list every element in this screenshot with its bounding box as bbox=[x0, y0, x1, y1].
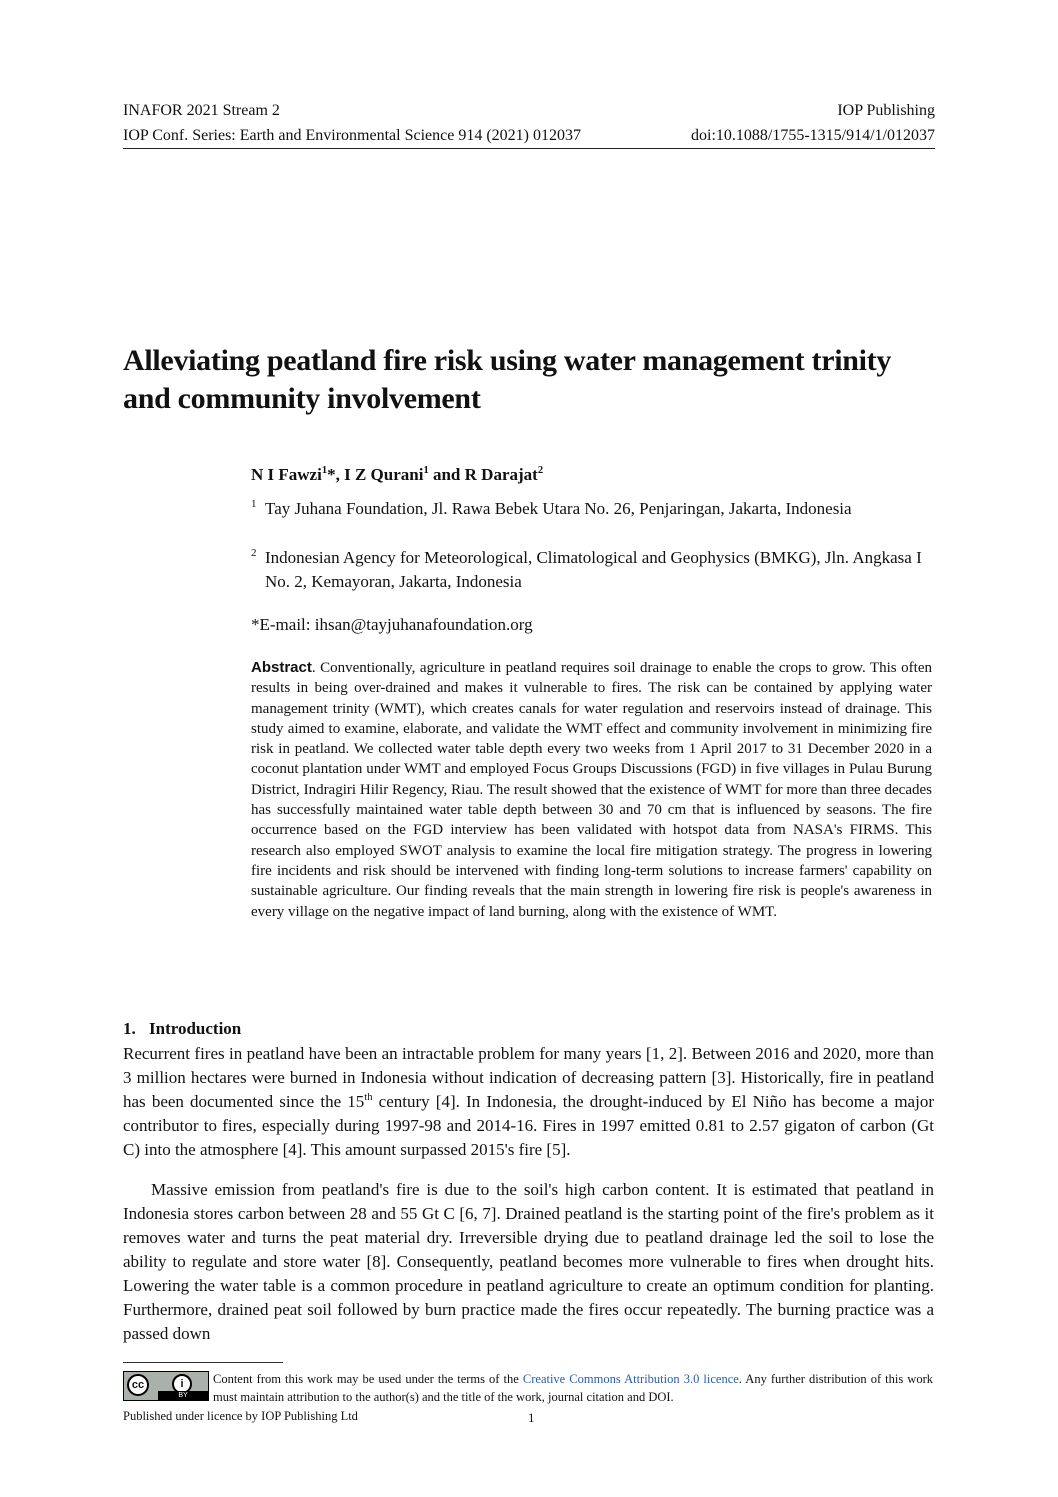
author-affiliation-mark: 2 bbox=[537, 465, 544, 477]
corresponding-mark: * bbox=[327, 465, 336, 484]
section-heading bbox=[123, 1018, 241, 1040]
affiliation-text: Indonesian Agency for Meteorological, Climatological and Geophysics (BMKG), Jln. Angkasa I No. 2, Kemayoran, Jakarta, Indonesia bbox=[265, 548, 922, 591]
author-list bbox=[251, 464, 543, 486]
body-paragraph-1 bbox=[123, 1042, 934, 1162]
license-statement bbox=[213, 1370, 933, 1406]
page-number: 1 bbox=[528, 1410, 535, 1425]
author-separator: , bbox=[335, 465, 345, 484]
doi: doi:10.1088/1755-1315/914/1/012037 bbox=[691, 127, 935, 144]
ordinal-suffix: th bbox=[364, 1092, 373, 1104]
header-rule bbox=[123, 148, 935, 149]
affiliation-number: 1 bbox=[251, 498, 257, 510]
cc-by-license-icon[interactable] bbox=[123, 1371, 209, 1401]
body-paragraph-2: Massive emission from peatland's fire is due to the soil's high carbon content. It is estimated that peatland in Indonesia stores carbon between 28 and 55 Gt C [6, 7]. Drained peatland is the starting point of the fire's problem as it removes water and turns the peat material dry. Irreversible drying due to peatland drainage led the soil to lose the ability to regulate and store water [8]. Consequently, peatland becomes more vulnerable to fires when drought hits. Lowering the water table is a common procedure in peatland agriculture to create an optimum condition for planting. Furthermore, drained peat soil followed by burn practice made the fires occur repeatedly. The burning practice was a passed down bbox=[123, 1180, 934, 1343]
footer-rule bbox=[123, 1362, 283, 1363]
published-under-licence: Published under licence by IOP Publishing Ltd bbox=[123, 1409, 358, 1423]
paragraph-text: century [4]. In Indonesia, the drought-induced by El Niño has become a major contributor to fires, especially during 1997-98 and 2014-16. Fires in 1997 emitted 0.81 to 2.57 gigaton of carbon (Gt C) into the atmosphere [4]. This amount surpassed 2015's fire [5]. bbox=[123, 1092, 934, 1159]
section-number: 1. bbox=[123, 1019, 136, 1038]
author-affiliation-mark: 1 bbox=[321, 465, 328, 477]
abstract-text: . Conventionally, agriculture in peatland requires soil drainage to enable the crops to grow. This often results in being over-drained and makes it vulnerable to fires. The risk can be contained by applying water management trinity (WMT), which creates canals for water regulation and reservoirs instead of drainage. This study aimed to examine, elaborate, and validate the WMT effect and community involvement in minimizing fire risk in peatland. We collected water table depth every two weeks from 1 April 2017 to 31 December 2020 in a coconut plantation under WMT and employed Focus Groups Discussions (FGD) in five villages in Pulau Burung District, Indragiri Hilir Regency, Riau. The result showed that the existence of WMT for more than three decades has successfully maintained water table depth between 30 and 70 cm that is influenced by seasons. The fire occurrence based on the FGD interview has been validated with hotspot data from NASA's FIRMS. This research also employed SWOT analysis to examine the local fire mitigation strategy. The progress in lowering fire incidents and risk should be intervened with finding long-term solutions to increase farmers' capability on sustainable agriculture. Our finding reveals that the main strength in lowering fire risk is people's awareness in every village on the negative impact of land burning, along with the existence of WMT. bbox=[251, 660, 932, 920]
affiliation-text: Tay Juhana Foundation, Jl. Rawa Bebek Utara No. 26, Penjaringan, Jakarta, Indonesia bbox=[265, 499, 852, 518]
publisher-name: IOP Publishing bbox=[837, 102, 935, 119]
affiliation-2 bbox=[251, 546, 931, 594]
author-name: R Darajat bbox=[464, 465, 538, 484]
journal-series: IOP Conf. Series: Earth and Environmental Science 914 (2021) 012037 bbox=[123, 127, 581, 144]
author-name: I Z Qurani bbox=[344, 465, 424, 484]
section-title: Introduction bbox=[149, 1019, 242, 1038]
author-name: N I Fawzi bbox=[251, 465, 322, 484]
cc-icon: cc bbox=[127, 1374, 149, 1396]
license-text: Content from this work may be used under the terms of the bbox=[213, 1372, 523, 1386]
abstract bbox=[251, 658, 932, 922]
abstract-label: Abstract bbox=[251, 659, 312, 676]
person-icon: i bbox=[172, 1374, 192, 1394]
paragraph-text: Recurrent fires in peatland have been an intractable problem for many years [1, 2]. Between 2016 and 2020, more than 3 million hectares were burned in Indonesia without indication of decreasing pattern [3]. Historically, fire in peatland has been documented since the 15 bbox=[123, 1044, 934, 1111]
license-link[interactable]: Creative Commons Attribution 3.0 licence bbox=[522, 1372, 739, 1386]
author-separator: and bbox=[428, 465, 465, 484]
affiliation-number: 2 bbox=[251, 547, 257, 559]
paper-title: Alleviating peatland fire risk using water management trinity and community involvement bbox=[123, 344, 892, 415]
author-affiliation-mark: 1 bbox=[423, 465, 429, 477]
corresponding-email: *E-mail: ihsan@tayjuhanafoundation.org bbox=[251, 615, 533, 634]
by-label: BY bbox=[158, 1391, 208, 1400]
license-text: . Any further distribution of this work must maintain attribution to the author(s) and the title of the work, journal citation and DOI. bbox=[213, 1372, 933, 1404]
conference-name: INAFOR 2021 Stream 2 bbox=[123, 102, 280, 119]
affiliation-1 bbox=[251, 497, 931, 521]
